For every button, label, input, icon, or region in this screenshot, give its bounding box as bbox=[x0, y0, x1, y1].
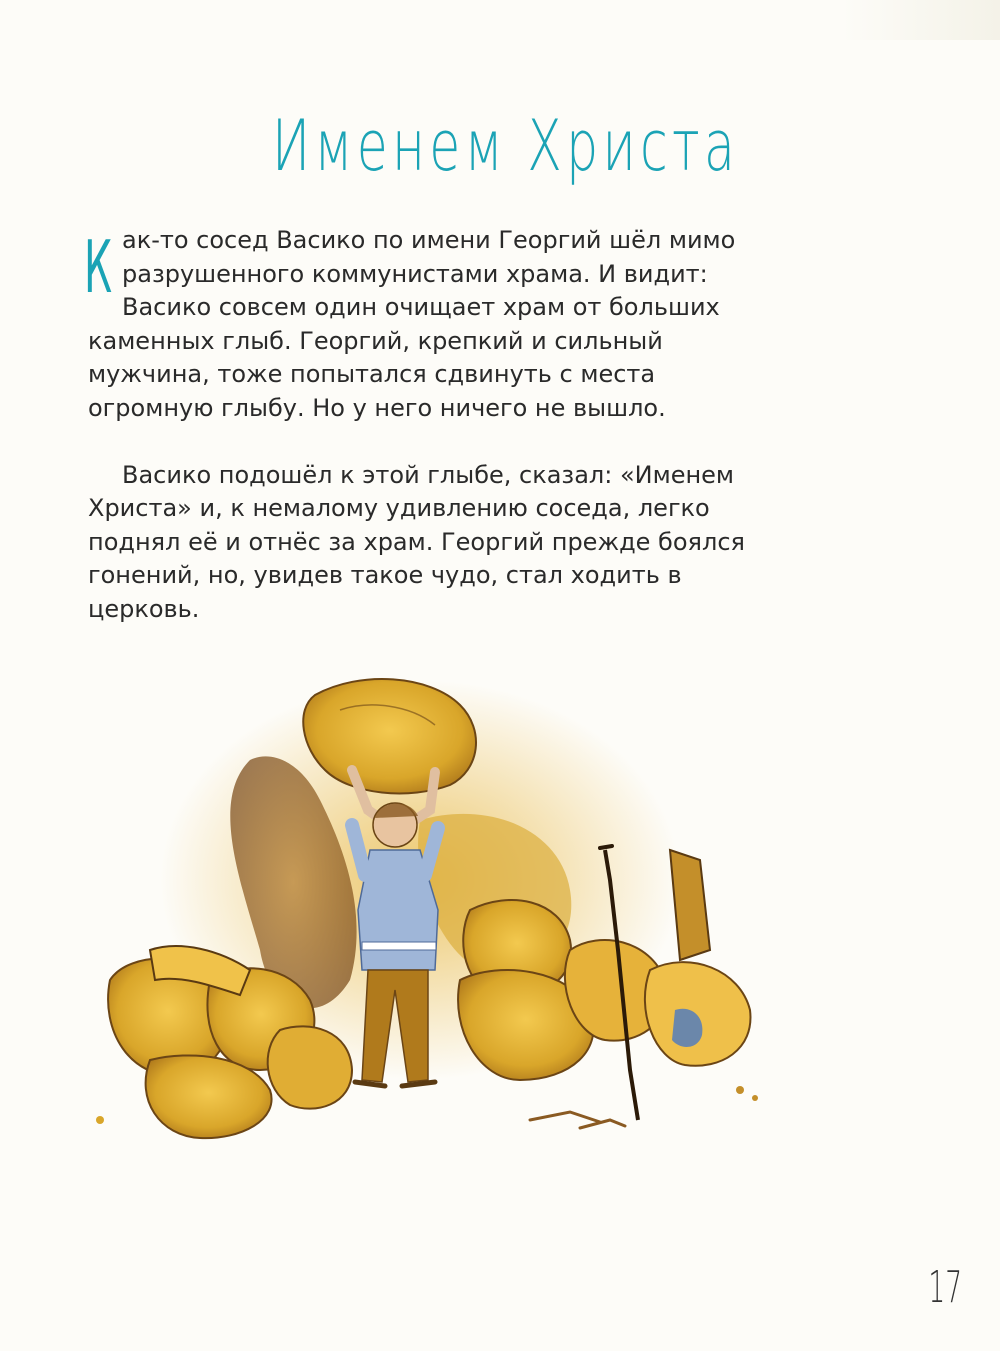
page-title: Именем Христа bbox=[271, 105, 740, 187]
story-text bbox=[84, 224, 778, 626]
rock-center-left bbox=[268, 1026, 352, 1108]
rock-right-4 bbox=[645, 962, 751, 1066]
debris bbox=[530, 1112, 625, 1128]
watercolor-illustration bbox=[90, 650, 810, 1190]
paragraph-1 bbox=[84, 224, 778, 425]
paragraph-2: Васико подошёл к этой глыбе, сказал: «Именем Христа» и, к немалому удивлению соседа, легко поднял её и отнёс за храм. Георгий прежде боялся гонений, но, увидев такое чудо, стал ходить в церковь. bbox=[88, 460, 745, 623]
page-number: 17 bbox=[928, 1262, 962, 1313]
rock-right-slab bbox=[670, 850, 710, 960]
page-corner-shade bbox=[840, 0, 1000, 40]
drop-cap: К bbox=[84, 225, 113, 309]
child-belt bbox=[362, 942, 436, 950]
paragraph-1-text: ак-то сосед Васико по имени Георгий шёл мимо разрушенного коммунистами храма. И видит: Васико совсем один очищает храм от больших каменных глыб. Георгий, крепкий и сильный мужчина, тоже попытался сдвинуть с места огромную глыбу. Но у него ничего не вышло. bbox=[88, 226, 736, 422]
